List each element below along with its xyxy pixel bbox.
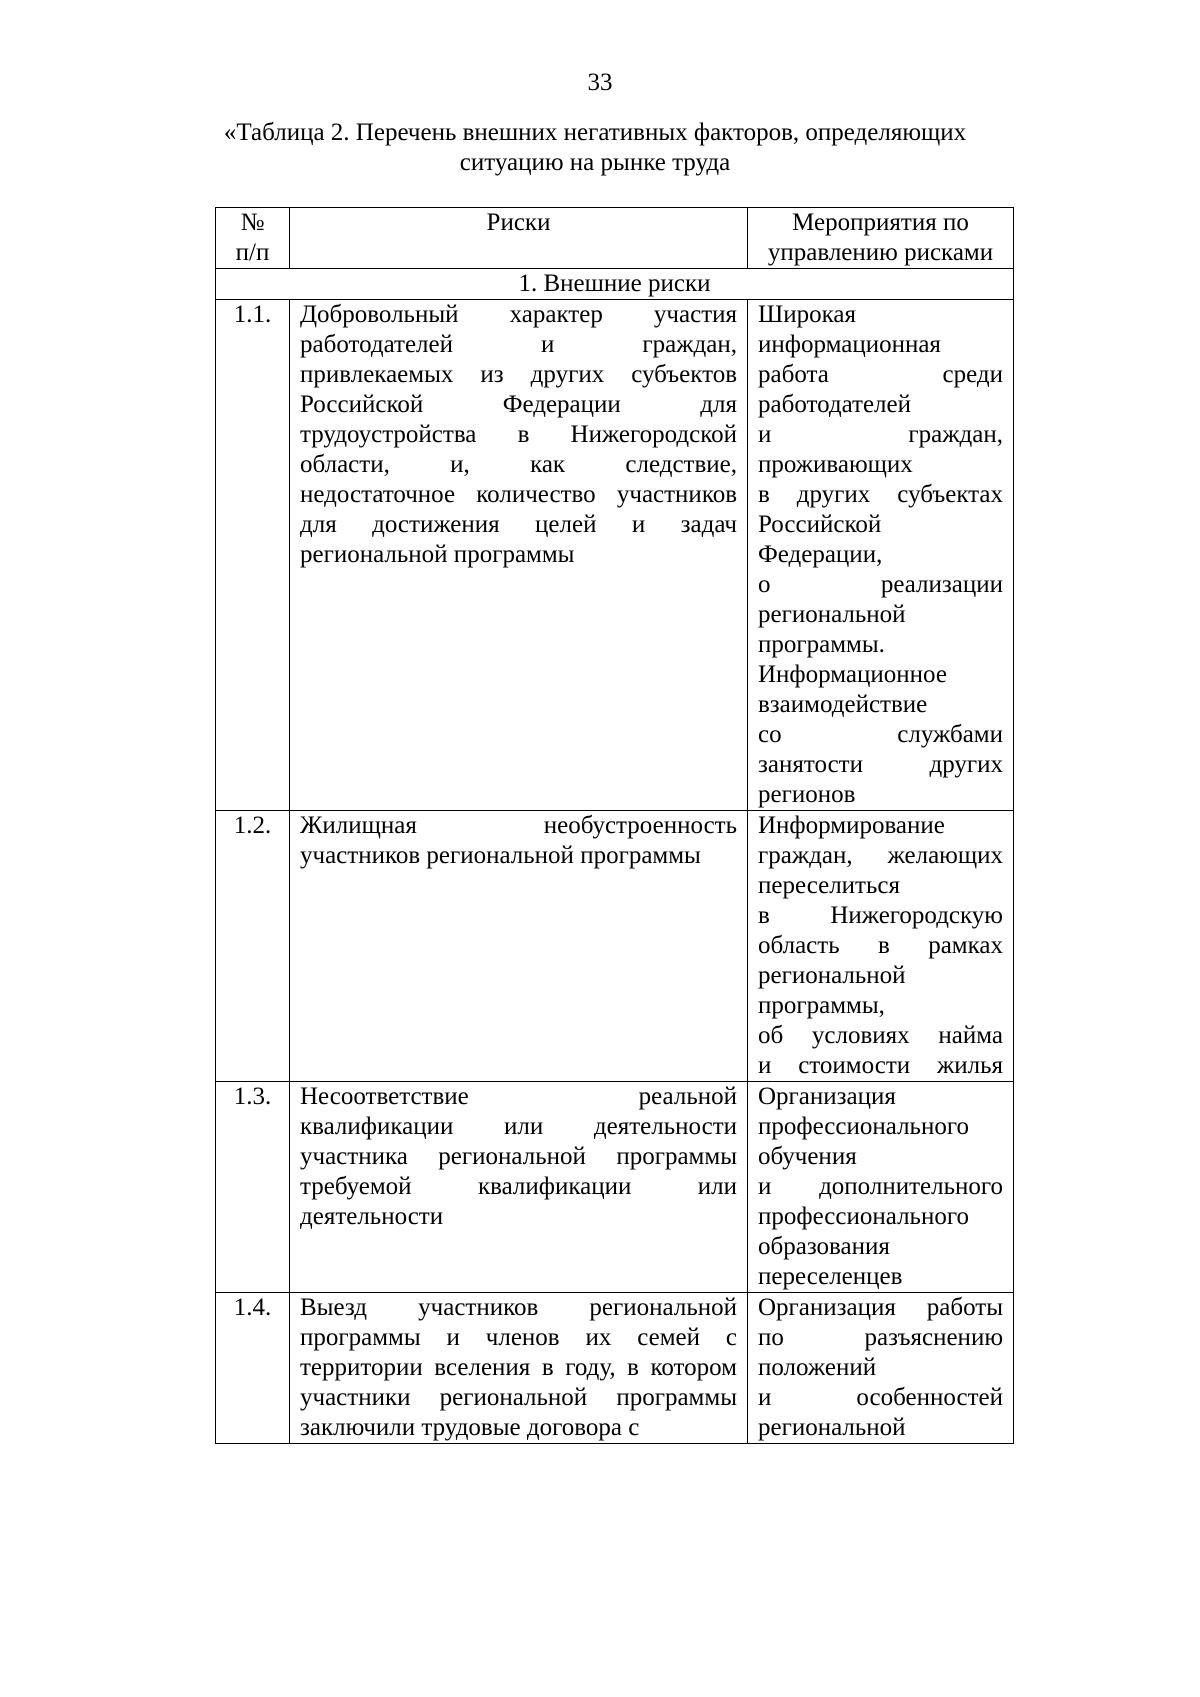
risk-text-line: недостаточное количество участников [300, 481, 737, 508]
row-number: 1.2. [216, 811, 290, 1082]
measure-text-line: переселиться [758, 872, 900, 899]
measure-text-line: программы. [758, 631, 885, 658]
risk-cell [290, 1082, 748, 1293]
risk-text-line: Добровольный характер участия [300, 301, 737, 328]
risk-cell [290, 300, 748, 811]
risk-text-line: привлекаемых из других субъектов [300, 361, 737, 388]
row-number: 1.3. [216, 1082, 290, 1293]
table-row [216, 300, 1014, 811]
risk-text-line: Жилищная необустроенность [300, 812, 737, 839]
risk-table [215, 207, 1014, 1444]
measure-cell [748, 300, 1014, 811]
risk-text-line: квалификации или деятельности [300, 1113, 737, 1140]
table-title [200, 118, 990, 178]
section-title: 1. Внешние риски [216, 269, 1014, 300]
section-row [216, 269, 1014, 300]
measure-cell [748, 811, 1014, 1082]
risk-text-line: Российской Федерации для [300, 391, 737, 418]
measure-text-line: об условиях найма [758, 1022, 1003, 1049]
header-measures-line-1: Мероприятия по [792, 209, 969, 236]
measure-text-line: со службами [758, 721, 1003, 748]
measure-text-line: и особенностей [758, 1384, 1003, 1411]
header-measures-line-2: управлению рисками [767, 239, 994, 266]
measure-text-line: информационная [758, 331, 941, 358]
risk-text-line: для достижения целей и задач [300, 511, 737, 538]
risk-text-line: области, и, как следствие, [300, 451, 737, 478]
measure-text-line: и граждан, [758, 421, 1003, 448]
measure-text-line: работодателей [758, 391, 912, 418]
measure-text-line: профессионального [758, 1203, 969, 1230]
risk-text-line: деятельности [300, 1203, 444, 1230]
risk-cell [290, 1293, 748, 1444]
risk-text-line: участника региональной программы [300, 1143, 737, 1170]
measure-text-line: образования [758, 1233, 890, 1260]
measure-text-line: Информационное [758, 661, 947, 688]
measure-text-line: и стоимости жилья [758, 1052, 1003, 1079]
measure-text-line: Федерации, [758, 541, 883, 568]
measure-text-line: в Нижегородскую [758, 902, 1003, 929]
risk-text-line: участники региональной программы [300, 1384, 737, 1411]
risk-text-line: программы и членов их семей с [300, 1324, 737, 1351]
measure-text-line: занятости других [758, 751, 1003, 778]
table-header-row [216, 208, 1014, 269]
measure-text-line: и дополнительного [758, 1173, 1003, 1200]
measure-cell [748, 1082, 1014, 1293]
page-number: 33 [587, 69, 613, 96]
measure-text-line: положений [758, 1354, 877, 1381]
risk-text-line: территории вселения в году, в котором [300, 1354, 737, 1381]
measure-text-line: о реализации [758, 571, 1003, 598]
measure-text-line: работа среди [758, 361, 1003, 388]
table-row [216, 811, 1014, 1082]
risk-text-line: требуемой квалификации или [300, 1173, 737, 1200]
measure-text-line: Организация работы [758, 1294, 1003, 1321]
risk-text-line: Несоответствие реальной [300, 1083, 737, 1110]
measure-text-line: по разъяснению [758, 1324, 1003, 1351]
measure-cell [748, 1293, 1014, 1444]
risk-text-line: Выезд участников региональной [300, 1294, 737, 1321]
measure-text-line: в других субъектах [758, 481, 1003, 508]
measure-text-line: программы, [758, 992, 885, 1019]
measure-text-line: Информирование [758, 812, 945, 839]
risk-text-line: работодателей и граждан, [300, 331, 737, 358]
measure-text-line: Широкая [758, 301, 856, 328]
risk-text-line: заключили трудовые договора с [300, 1414, 640, 1441]
measure-text-line: Организация [758, 1083, 896, 1110]
measure-text-line: региональной [758, 601, 906, 628]
header-number-symbol: № [240, 209, 265, 236]
measure-text-line: регионов [758, 781, 856, 808]
table-title-line-2: ситуацию на рынке труда [459, 149, 731, 176]
header-number-cell [216, 208, 290, 269]
measure-text-line: взаимодействие [758, 691, 928, 718]
risk-text-line: региональной программы [300, 541, 575, 568]
measure-text-line: переселенцев [758, 1263, 903, 1290]
measure-text-line: проживающих [758, 451, 913, 478]
risk-text-line: трудоустройства в Нижегородской [300, 421, 737, 448]
header-risks-cell: Риски [290, 208, 748, 269]
row-number: 1.1. [216, 300, 290, 811]
table-row [216, 1293, 1014, 1444]
measure-text-line: профессионального [758, 1113, 969, 1140]
row-number: 1.4. [216, 1293, 290, 1444]
table-row [216, 1082, 1014, 1293]
measure-text-line: область в рамках [758, 932, 1003, 959]
measure-text-line: региональной [758, 962, 906, 989]
measure-text-line: граждан, желающих [758, 842, 1003, 869]
measure-text-line: обучения [758, 1143, 857, 1170]
measure-text-line: Российской [758, 511, 882, 538]
risk-text-line: участников региональной программы [300, 842, 701, 869]
table-title-line-1: «Таблица 2. Перечень внешних негативных факторов, определяющих [223, 119, 967, 146]
header-number-abbr: п/п [235, 239, 270, 266]
measure-text-line: региональной [758, 1414, 906, 1441]
risk-cell [290, 811, 748, 1082]
header-measures-cell [748, 208, 1014, 269]
